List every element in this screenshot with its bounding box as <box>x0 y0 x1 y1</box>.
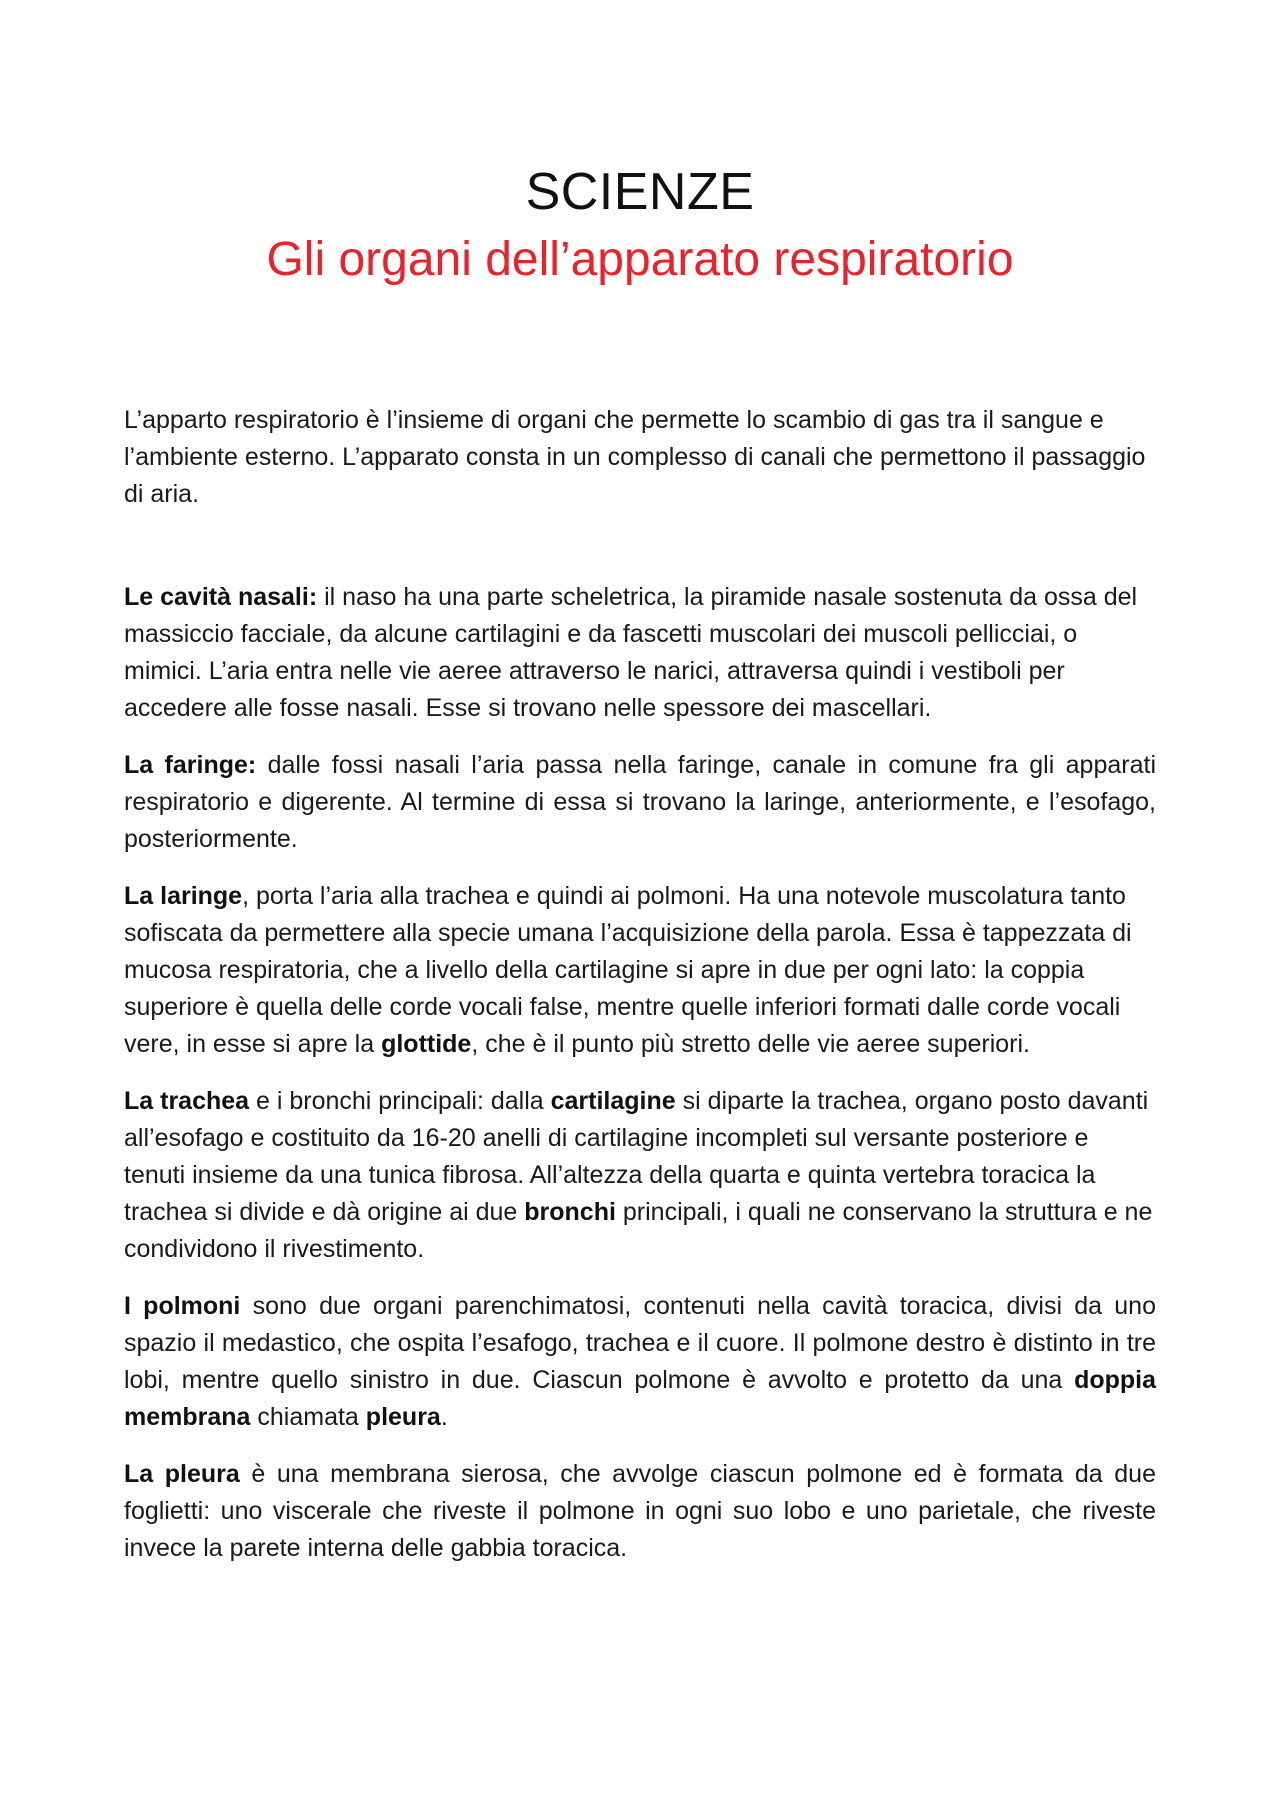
section-faringe <box>124 747 1156 858</box>
section-polmoni <box>124 1288 1156 1436</box>
bold-term: cartilagine <box>550 1087 676 1115</box>
bold-term: La faringe: <box>124 751 257 779</box>
paragraph-text: . <box>440 1403 448 1431</box>
bold-term: bronchi <box>524 1198 616 1226</box>
bold-term: La trachea <box>124 1087 250 1115</box>
bold-term: La pleura <box>124 1460 240 1488</box>
paragraph-text: chiamata <box>250 1403 366 1431</box>
paragraph-text: dalle fossi nasali l’aria passa nella faringe, canale in comune fra gli apparati respiratorio e digerente. Al termine di essa si trovano la laringe, anteriormente, e l’esofago, posteriormente. <box>124 751 1157 853</box>
bold-term: Le cavità nasali: <box>124 583 318 611</box>
page-title: SCIENZE <box>525 163 755 221</box>
paragraph-text: è una membrana sierosa, che avvolge ciascun polmone ed è formata da due foglietti: uno viscerale che riveste il polmone in ogni suo lobo e uno parietale, che riveste invece la parete interna delle gabbia toracica. <box>124 1460 1156 1562</box>
bold-term: doppia membrana <box>124 1366 1156 1431</box>
sections-container <box>124 579 1156 1567</box>
page-subtitle: Gli organi dell’apparato respiratorio <box>266 233 1014 286</box>
bold-term: pleura <box>365 1403 441 1431</box>
intro-paragraph: L’apparto respiratorio è l’insieme di organi che permette lo scambio di gas tra il sangue e l’ambiente esterno. L’apparato consta in un complesso di canali che permettono il passaggio di aria. <box>124 406 1146 508</box>
paragraph-text: si diparte la trachea, organo posto davanti all’esofago e costituito da 16-20 anelli di cartilagine incompleti sul versante posteriore e tenuti insieme da una tunica fibrosa. All’altezza della quarta e quinta vertebra toracica la trachea si divide e dà origine ai due <box>124 1087 1149 1226</box>
paragraph-text: , che è il punto più stretto delle vie aeree superiori. <box>471 1030 1030 1058</box>
paragraph-text: principali, i quali ne conservano la struttura e ne condividono il rivestimento. <box>124 1198 1153 1263</box>
bold-term: glottide <box>381 1030 472 1058</box>
section-cavita-nasali <box>124 579 1156 727</box>
section-laringe <box>124 878 1156 1063</box>
paragraph-text: sono due organi parenchimatosi, contenuti nella cavità toracica, divisi da uno spazio il medastico, che ospita l’esafogo, trachea e il cuore. Il polmone destro è distinto in tre lobi, mentre quello sinistro in due. Ciascun polmone è avvolto e protetto da una <box>124 1292 1156 1394</box>
bold-term: La laringe <box>124 882 243 910</box>
paragraph-text: il naso ha una parte scheletrica, la piramide nasale sostenuta da ossa del massiccio facciale, da alcune cartilagini e da fascetti muscolari dei muscoli pellicciai, o mimici. L’aria entra nelle vie aeree attraverso le narici, attraversa quindi i vestiboli per accedere alle fosse nasali. Esse si trovano nelle spessore dei mascellari. <box>124 583 1138 722</box>
bold-term: I polmoni <box>124 1292 241 1320</box>
paragraph-text: , porta l’aria alla trachea e quindi ai polmoni. Ha una notevole muscolatura tanto sofiscata da permettere alla specie umana l’acquisizione della parola. Essa è tappezzata di mucosa respiratoria, che a livello della cartilagine si apre in due per ogni lato: la coppia superiore è quella delle corde vocali false, mentre quelle inferiori formati dalle corde vocali vere, in esse si apre la <box>124 882 1132 1058</box>
section-pleura <box>124 1456 1156 1567</box>
paragraph-text: e i bronchi principali: dalla <box>249 1087 551 1115</box>
section-trachea <box>124 1083 1156 1268</box>
